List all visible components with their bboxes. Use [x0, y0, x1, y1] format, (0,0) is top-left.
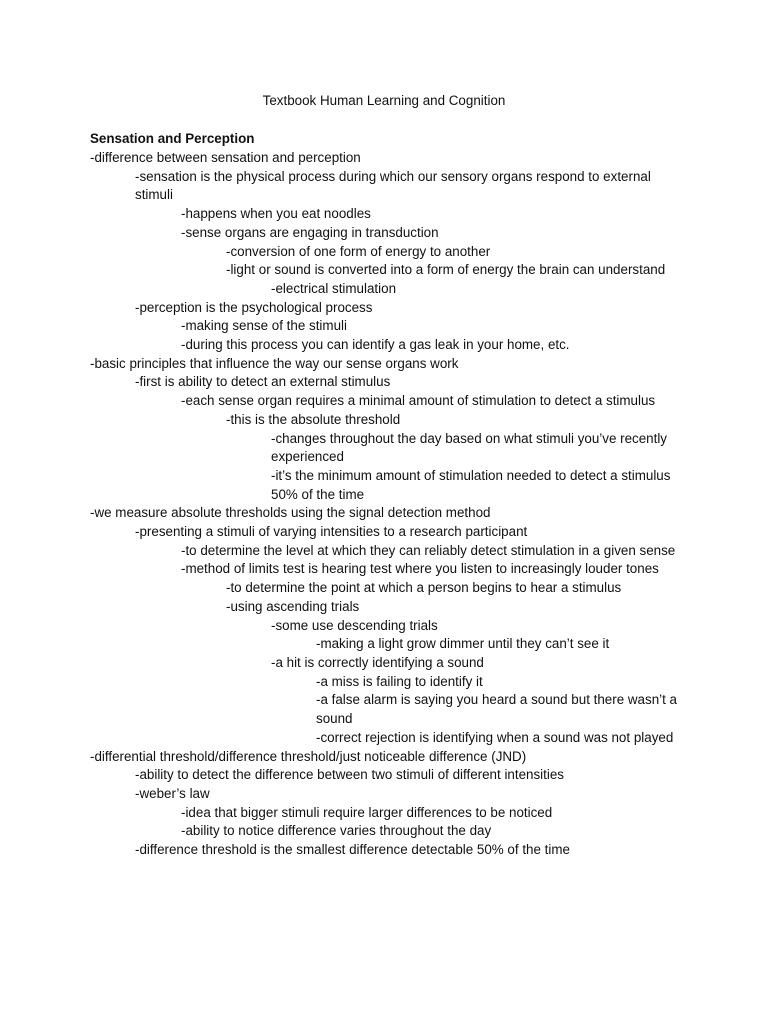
outline-line: -during this process you can identify a gas leak in your home, etc.	[181, 337, 570, 353]
outline-line: -perception is the psychological process	[135, 299, 373, 315]
outline-line: -light or sound is converted into a form of energy the brain can understand	[226, 262, 666, 278]
outline-line: -some use descending trials	[271, 617, 438, 633]
outline-line: -presenting a stimuli of varying intensities to a research participant	[135, 524, 528, 540]
outline-line: -happens when you eat noodles	[181, 206, 371, 222]
outline-line: -differential threshold/difference threshold/just noticeable difference (JND)	[90, 748, 527, 764]
document-title: Textbook Human Learning and Cognition	[262, 93, 506, 108]
outline-line: -method of limits test is hearing test where you listen to increasingly louder tones	[181, 561, 659, 577]
outline-line: -basic principles that influence the way our sense organs work	[90, 355, 459, 371]
outline-line: -each sense organ requires a minimal amount of stimulation to detect a stimulus	[181, 393, 656, 409]
outline-line: -ability to detect the difference between two stimuli of different intensities	[135, 767, 564, 783]
outline-line: -sensation is the physical process during which our sensory organs respond to external stimuli	[135, 168, 651, 203]
outline-line: -electrical stimulation	[271, 280, 397, 296]
outline-line: -to determine the level at which they can reliably detect stimulation in a given sense	[181, 542, 676, 558]
outline-line: -difference between sensation and perception	[90, 150, 361, 165]
outline-line: -a miss is failing to identify it	[316, 673, 483, 689]
outline-line: -weber’s law	[135, 785, 210, 801]
outline-line: -ability to notice difference varies throughout the day	[181, 823, 492, 839]
outline-line: -conversion of one form of energy to another	[226, 243, 491, 259]
outline-line: -sense organs are engaging in transduction	[181, 224, 439, 240]
outline-line: -to determine the point at which a person begins to hear a stimulus	[226, 580, 622, 596]
outline-line: -changes throughout the day based on what stimuli you’ve recently experienced	[271, 430, 668, 465]
outline-line: -a false alarm is saying you heard a sound but there wasn’t a sound	[316, 692, 678, 727]
outline-line: -using ascending trials	[226, 598, 360, 614]
section-heading: Sensation and Perception	[90, 131, 255, 146]
outline-line: -first is ability to detect an external stimulus	[135, 374, 391, 390]
outline-line: -difference threshold is the smallest difference detectable 50% of the time	[135, 842, 570, 858]
outline-line: -making a light grow dimmer until they can’t see it	[316, 636, 610, 652]
outline-line: -making sense of the stimuli	[181, 318, 347, 334]
outline-line: -it’s the minimum amount of stimulation needed to detect a stimulus 50% of the time	[271, 467, 671, 502]
outline-line: -a hit is correctly identifying a sound	[271, 654, 484, 670]
notes-outline	[90, 149, 690, 860]
outline-line: -idea that bigger stimuli require larger differences to be noticed	[181, 804, 553, 820]
outline-line: -correct rejection is identifying when a sound was not played	[316, 729, 674, 745]
outline-line: -this is the absolute threshold	[226, 411, 401, 427]
outline-line: -we measure absolute thresholds using the signal detection method	[90, 505, 491, 521]
